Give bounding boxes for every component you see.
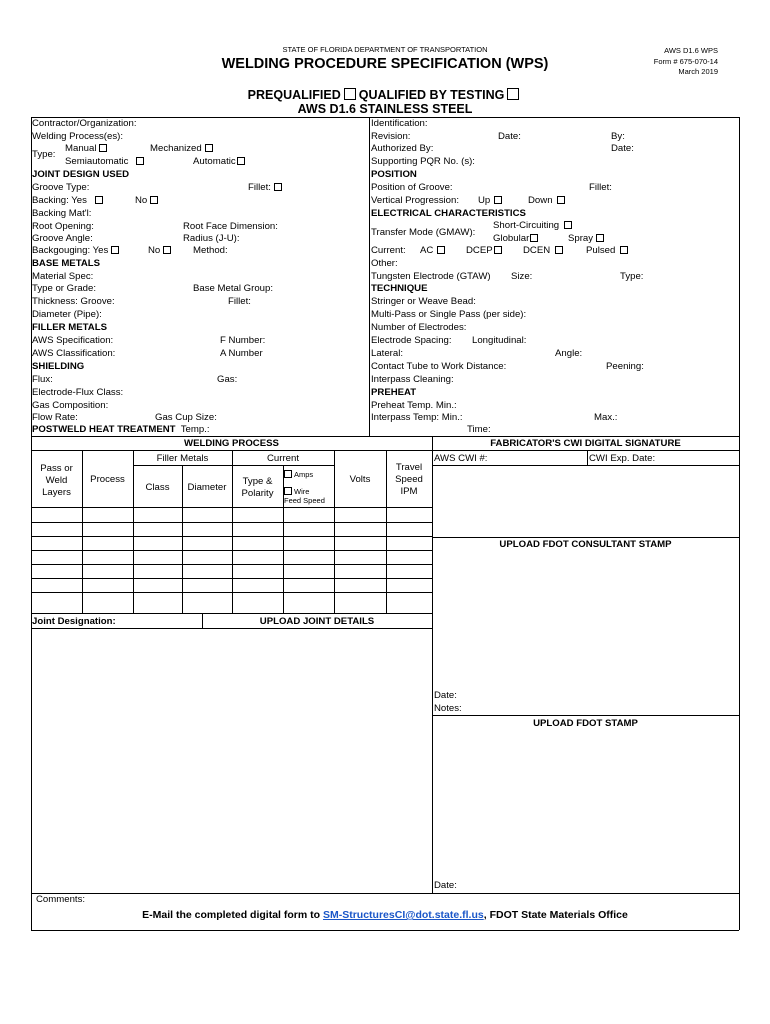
groove-angle-label: Groove Angle: (32, 233, 93, 244)
authorized-by-label: Authorized By: (371, 143, 434, 154)
backing-yes-label: Backing: Yes (32, 195, 87, 206)
f-number-label: F Number: (220, 335, 266, 346)
diameter-header: Diameter (187, 482, 227, 493)
electrical-heading: ELECTRICAL CHARACTERISTICS (371, 208, 526, 219)
flux-label: Flux: (32, 374, 53, 385)
position-heading: POSITION (371, 169, 417, 180)
mechanized-option (150, 144, 213, 154)
cwi-signature-title: FABRICATOR'S CWI DIGITAL SIGNATURE (490, 438, 681, 449)
longitudinal-label: Longitudinal: (472, 335, 527, 346)
pwht-heading: POSTWELD HEAT TREATMENT (32, 424, 176, 435)
class-header: Class (145, 482, 170, 493)
cwi-line (432, 465, 739, 466)
table-col-line (133, 450, 134, 613)
aws-class-label: AWS Classification: (32, 348, 116, 359)
form-code: AWS D1.6 WPS (664, 46, 718, 55)
upload-fdot-stamp[interactable]: UPLOAD FDOT STAMP (533, 718, 638, 729)
dcep-label: DCEP (466, 245, 493, 256)
aws-spec-label: AWS Specification: (32, 335, 114, 346)
revision-label: Revision: (371, 131, 411, 142)
spray-checkbox[interactable] (596, 234, 604, 242)
globular-option (493, 234, 538, 244)
stamp-date-label: Date: (434, 690, 457, 701)
backgouging-yes-checkbox[interactable] (111, 246, 119, 254)
sig-title-line (432, 450, 739, 451)
backing-no-label: No (135, 195, 148, 206)
cwi-divider (587, 450, 588, 465)
backing-yes-option (32, 196, 103, 206)
short-circuiting-checkbox[interactable] (564, 221, 572, 229)
tungsten-type-label: Type: (620, 271, 644, 282)
process-header: Process (90, 474, 125, 485)
up-option (478, 196, 502, 206)
short-circuiting-label: Short-Circuiting (493, 220, 560, 231)
dcen-label: DCEN (523, 245, 551, 256)
agency-name: STATE OF FLORIDA DEPARTMENT OF TRANSPORTATION (282, 45, 488, 54)
welding-processes-label: Welding Process(es): (32, 131, 123, 142)
right-border (739, 117, 740, 930)
filler-metals-heading: FILLER METALS (32, 322, 107, 333)
num-electrodes-label: Number of Electrodes: (371, 322, 467, 333)
electrode-spacing-label: Electrode Spacing: (371, 335, 452, 346)
form-info (654, 46, 718, 78)
automatic-checkbox[interactable] (237, 157, 245, 165)
gas-composition-label: Gas Composition: (32, 400, 109, 411)
feed-speed-label: Feed Speed (284, 496, 325, 505)
mechanized-label: Mechanized (150, 143, 202, 154)
backing-no-option (135, 196, 158, 206)
revision-date-label: Date: (498, 131, 521, 142)
fdot-stamp-date-label: Date: (434, 880, 457, 891)
position-fillet-label: Fillet: (589, 182, 612, 193)
fillet-label: Fillet: (248, 182, 271, 193)
contractor-label: Contractor/Organization: (32, 118, 137, 129)
interpass-max-label: Max.: (594, 412, 618, 423)
joint-line (31, 628, 432, 629)
form-date: March 2019 (678, 67, 718, 76)
transfer-mode-label: Transfer Mode (GMAW): (371, 227, 476, 238)
cwi-exp-label: CWI Exp. Date: (589, 453, 656, 464)
polarity-label: Polarity (241, 488, 274, 499)
other-label: Other: (371, 258, 398, 269)
qualification-line (150, 88, 620, 102)
email-instruction (31, 910, 739, 921)
mechanized-checkbox[interactable] (205, 144, 213, 152)
pwht-time-label: Time: (467, 424, 491, 435)
bottom-border (31, 930, 739, 931)
flow-rate-label: Flow Rate: (32, 412, 78, 423)
stringer-label: Stringer or Weave Bead: (371, 296, 476, 307)
pwht-temp-label: Temp.: (180, 424, 210, 435)
up-label: Up (478, 195, 491, 206)
wire-option (284, 487, 309, 496)
wire-label: Wire (294, 487, 310, 496)
speed-label: Speed (395, 474, 423, 485)
root-face-label: Root Face Dimension: (183, 221, 278, 232)
backgouging-yes-label: Backgouging: Yes (32, 245, 109, 256)
thickness-fillet-label: Fillet: (228, 296, 251, 307)
pulsed-option (586, 246, 628, 256)
email-link[interactable]: SM-StructuresCI@dot.state.fl.us (322, 909, 484, 921)
amps-label: Amps (294, 470, 314, 479)
type-label: Type: (32, 149, 56, 160)
interpass-min-label: Interpass Temp: Min.: (371, 412, 463, 423)
pwht-line (32, 425, 210, 435)
form-title: WELDING PROCEDURE SPECIFICATION (WPS) (221, 56, 549, 72)
short-circuiting-option (493, 221, 572, 231)
prequalified-label: PREQUALIFIED (247, 88, 341, 102)
fdot-stamp-line (432, 715, 739, 716)
backing-yes-checkbox[interactable] (95, 196, 103, 204)
qualified-by-testing-checkbox[interactable] (507, 88, 519, 100)
angle-label: Angle: (555, 348, 583, 359)
joint-design-heading: JOINT DESIGN USED (32, 169, 130, 180)
center-divider (369, 117, 370, 436)
automatic-option (193, 157, 245, 167)
form-number: Form # 675-070-14 (653, 56, 718, 66)
amps-checkbox[interactable] (284, 470, 292, 478)
base-metal-group-label: Base Metal Group: (193, 283, 273, 294)
welding-process-title: WELDING PROCESS (184, 438, 279, 449)
upload-consultant-stamp[interactable]: UPLOAD FDOT CONSULTANT STAMP (499, 539, 672, 550)
comments-line (31, 893, 739, 894)
root-opening-label: Root Opening: (32, 221, 94, 232)
amps-option (284, 470, 313, 479)
upload-joint-details[interactable]: UPLOAD JOINT DETAILS (259, 616, 375, 627)
aws-cwi-label: AWS CWI #: (434, 453, 488, 464)
right-panel-divider (432, 436, 433, 893)
weld-label: Weld (45, 475, 68, 486)
semiautomatic-label: Semiautomatic (65, 156, 129, 167)
method-label: Method: (193, 245, 228, 256)
fillet-checkbox[interactable] (274, 183, 282, 191)
backgouging-no-checkbox[interactable] (163, 246, 171, 254)
backing-no-checkbox[interactable] (150, 196, 158, 204)
semiautomatic-option (65, 157, 144, 167)
globular-checkbox[interactable] (530, 234, 538, 242)
table-bottom-line (31, 613, 432, 614)
prequalified-checkbox[interactable] (344, 88, 356, 100)
pulsed-label: Pulsed (586, 245, 616, 256)
backing-material-label: Backing Mat'l: (32, 208, 92, 219)
preheat-heading: PREHEAT (371, 387, 417, 398)
ac-checkbox[interactable] (437, 246, 445, 254)
tungsten-size-label: Size: (511, 271, 533, 282)
qualified-by-testing-label: QUALIFIED BY TESTING (358, 88, 505, 102)
filler-metals-header: Filler Metals (156, 453, 209, 464)
backgouging-yes-option (32, 246, 119, 256)
shielding-heading: SHIELDING (32, 361, 85, 372)
tungsten-label: Tungsten Electrode (GTAW) (371, 271, 491, 282)
consultant-stamp-line (432, 537, 739, 538)
spray-label: Spray (568, 233, 594, 244)
position-groove-label: Position of Groove: (371, 182, 453, 193)
by-label: By: (611, 131, 625, 142)
peening-label: Peening: (606, 361, 644, 372)
up-checkbox[interactable] (494, 196, 502, 204)
lateral-label: Lateral: (371, 348, 403, 359)
backgouging-no-option (148, 246, 171, 256)
authorized-date-label: Date: (611, 143, 634, 154)
ctwd-label: Contact Tube to Work Distance: (371, 361, 507, 372)
base-metals-heading: BASE METALS (32, 258, 101, 269)
fillet-option (248, 183, 282, 193)
pass-or-label: Pass or (40, 463, 73, 474)
gas-cup-label: Gas Cup Size: (155, 412, 217, 423)
sig-top-line (432, 436, 739, 437)
joint-designation-label: Joint Designation: (32, 616, 116, 627)
ac-option (420, 246, 445, 256)
travel-label: Travel (395, 462, 423, 473)
ipm-label: IPM (400, 486, 418, 497)
multipass-label: Multi-Pass or Single Pass (per side): (371, 309, 527, 320)
spray-option (568, 234, 604, 244)
technique-heading: TECHNIQUE (371, 283, 428, 294)
dcep-option (466, 246, 502, 256)
thickness-groove-label: Thickness: Groove: (32, 296, 115, 307)
dcen-option (523, 246, 563, 256)
backgouging-no-label: No (148, 245, 161, 256)
table-top-line (31, 436, 432, 437)
current-header: Current (267, 453, 299, 464)
pulsed-checkbox[interactable] (620, 246, 628, 254)
type-and-label: Type & (242, 476, 273, 487)
dcen-checkbox[interactable] (555, 246, 563, 254)
radius-label: Radius (J-U): (183, 233, 240, 244)
wire-checkbox[interactable] (284, 487, 292, 495)
down-option (528, 196, 565, 206)
gas-label: Gas: (217, 374, 238, 385)
table-col-line (232, 450, 233, 613)
email-prefix: E-Mail the completed digital form to (142, 909, 323, 921)
pass-header (31, 463, 82, 499)
identification-label: Identification: (371, 118, 428, 129)
travel-speed-header (386, 462, 432, 498)
a-number-label: A Number (220, 348, 263, 359)
diameter-pipe-label: Diameter (Pipe): (32, 309, 102, 320)
form-subtitle: AWS D1.6 STAINLESS STEEL (297, 102, 473, 116)
manual-label: Manual (65, 143, 97, 154)
type-grade-label: Type or Grade: (32, 283, 96, 294)
manual-checkbox[interactable] (99, 144, 107, 152)
down-label: Down (528, 195, 553, 206)
layers-label: Layers (42, 487, 71, 498)
supporting-pqr-label: Supporting PQR No. (s): (371, 156, 475, 167)
down-checkbox[interactable] (557, 196, 565, 204)
vertical-progression-label: Vertical Progression: (371, 195, 459, 206)
notes-label: Notes: (434, 703, 462, 714)
dcep-checkbox[interactable] (494, 246, 502, 254)
ac-label: AC (420, 245, 434, 256)
semiautomatic-checkbox[interactable] (136, 157, 144, 165)
material-spec-label: Material Spec: (32, 271, 94, 282)
globular-label: Globular (493, 233, 530, 244)
type-polarity-header (232, 476, 283, 500)
manual-option (65, 144, 107, 154)
interpass-cleaning-label: Interpass Cleaning: (371, 374, 454, 385)
automatic-label: Automatic (193, 156, 236, 167)
electrode-flux-label: Electrode-Flux Class: (32, 387, 124, 398)
subheader-line (133, 465, 334, 466)
comments-label: Comments: (36, 894, 86, 905)
volts-header: Volts (349, 474, 371, 485)
preheat-min-label: Preheat Temp. Min.: (371, 400, 457, 411)
email-suffix: , FDOT State Materials Office (483, 909, 628, 921)
groove-type-label: Groove Type: (32, 182, 90, 193)
current-label: Current: (371, 245, 406, 256)
